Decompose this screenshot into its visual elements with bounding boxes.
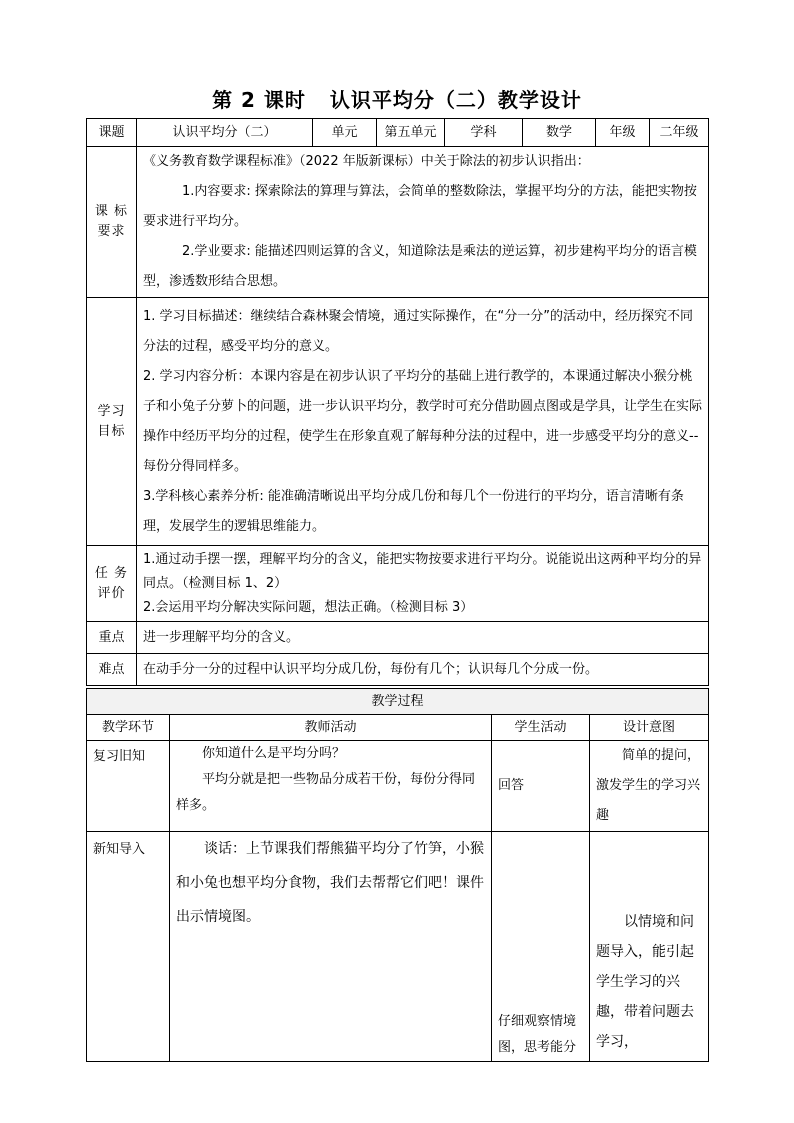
review-intent [590, 741, 709, 832]
topic-value: 认识平均分（二） [137, 119, 313, 147]
header-stage: 教学环节 [87, 715, 170, 741]
intro-student-text: 仔细观察情境图，思考能分 [498, 1014, 577, 1055]
subject-label: 学科 [445, 119, 523, 147]
tasks-content [137, 546, 709, 622]
difficulty-row [87, 654, 709, 686]
intro-stage: 新知导入 [87, 832, 170, 1062]
objectives-content [137, 298, 709, 546]
tasks-label-line2: 评价 [97, 585, 126, 601]
lesson-info-table [86, 118, 709, 686]
difficulty-value: 在动手分一分的过程中认识平均分成几份，每份有几个；认识每几个分成一份。 [137, 654, 709, 686]
review-student: 回答 [492, 741, 590, 832]
intro-student [492, 832, 590, 1062]
standards-label-line2: 要求 [97, 224, 126, 239]
tasks-label [87, 546, 137, 622]
lesson-name: 认识平均分（二）教学设计 [329, 88, 582, 112]
tasks-row [87, 546, 709, 622]
teaching-process-table [86, 688, 709, 1062]
info-row [87, 119, 709, 147]
objectives-label-line1: 学习 [97, 403, 126, 419]
key-point-label: 重点 [87, 622, 137, 654]
standards-content-req: 1.内容要求: 探索除法的算理与算法，会简单的整数除法，掌握平均分的方法，能把实物按要求进行平均分。 [143, 184, 697, 229]
intro-intent [590, 832, 709, 1062]
objectives-row [87, 298, 709, 546]
intro-teacher-text: 谈话：上节课我们帮熊猫平均分了竹笋，小猴和小兔也想平均分食物，我们去帮帮它们吧！课件出示情境图。 [176, 841, 484, 925]
grade-value: 二年级 [650, 119, 709, 147]
header-student: 学生活动 [492, 715, 590, 741]
grade-label: 年级 [596, 119, 650, 147]
objectives-content-analysis: 2. 学习内容分析：本课内容是在初步认识了平均分的基础上进行教学的，本课通过解决小猴分桃子和小兔子分萝卜的问题，进一步认识平均分，教学时可充分借助圆点图或是学具，让学生在实际操作中经历平均分的过程，使学生在形象直观了解每种分法的过程中，进一步感受平均分的意义--每份分得同样多。 [143, 368, 703, 474]
intro-intent-text: 以情境和问题导入，能引起学生学习的兴趣，带着问题去学习， [596, 914, 694, 1050]
key-point-row [87, 622, 709, 654]
subject-value: 数学 [523, 119, 596, 147]
task-1: 1.通过动手摆一摆，理解平均分的含义，能把实物按要求进行平均分。说能说出这两种平均分的异同点。（检测目标 1、2） [143, 551, 702, 591]
standards-academic-req: 2.学业要求: 能描述四则运算的含义，知道除法是乘法的逆运算，初步建构平均分的语言模型，渗透数形结合思想。 [143, 244, 697, 289]
review-intent-text: 简单的提问，激发学生的学习兴趣 [596, 748, 701, 823]
objectives-label-line2: 目标 [97, 423, 126, 439]
intro-row [87, 832, 709, 1062]
lesson-number: 第 2 课时 [212, 88, 306, 112]
difficulty-label: 难点 [87, 654, 137, 686]
intro-teacher [170, 832, 492, 1062]
key-point-value: 进一步理解平均分的含义。 [137, 622, 709, 654]
page-title [0, 84, 794, 113]
unit-label: 单元 [313, 119, 377, 147]
objectives-literacy-analysis: 3.学科核心素养分析: 能准确清晰说出平均分成几份和每几个一份进行的平均分，语言清晰有条理，发展学生的逻辑思维能力。 [143, 488, 684, 534]
process-title: 教学过程 [87, 689, 709, 715]
review-teacher-question: 你知道什么是平均分吗？ [202, 746, 346, 761]
objectives-description: 1. 学习目标描述：继续结合森林聚会情境，通过实际操作，在“分一分”的活动中，经历探究不同分法的过程，感受平均分的意义。 [143, 308, 694, 354]
standards-label-line1: 课 标 [94, 204, 129, 219]
topic-label: 课题 [87, 119, 137, 147]
header-intent: 设计意图 [590, 715, 709, 741]
process-header-row [87, 715, 709, 741]
standards-label [87, 147, 137, 298]
unit-value: 第五单元 [377, 119, 445, 147]
process-title-row [87, 689, 709, 715]
review-row [87, 741, 709, 832]
standards-row [87, 147, 709, 298]
review-teacher-answer: 平均分就是把一些物品分成若干份，每份分得同样多。 [176, 772, 476, 813]
task-2: 2.会运用平均分解决实际问题，想法正确。（检测目标 3） [143, 599, 474, 615]
review-teacher [170, 741, 492, 832]
header-teacher: 教师活动 [170, 715, 492, 741]
review-stage: 复习旧知 [87, 741, 170, 832]
standards-intro: 《义务教育数学课程标准》（2022 年版新课标）中关于除法的初步认识指出： [143, 154, 590, 169]
standards-content [137, 147, 709, 298]
tasks-label-line1: 任 务 [94, 565, 129, 581]
objectives-label [87, 298, 137, 546]
